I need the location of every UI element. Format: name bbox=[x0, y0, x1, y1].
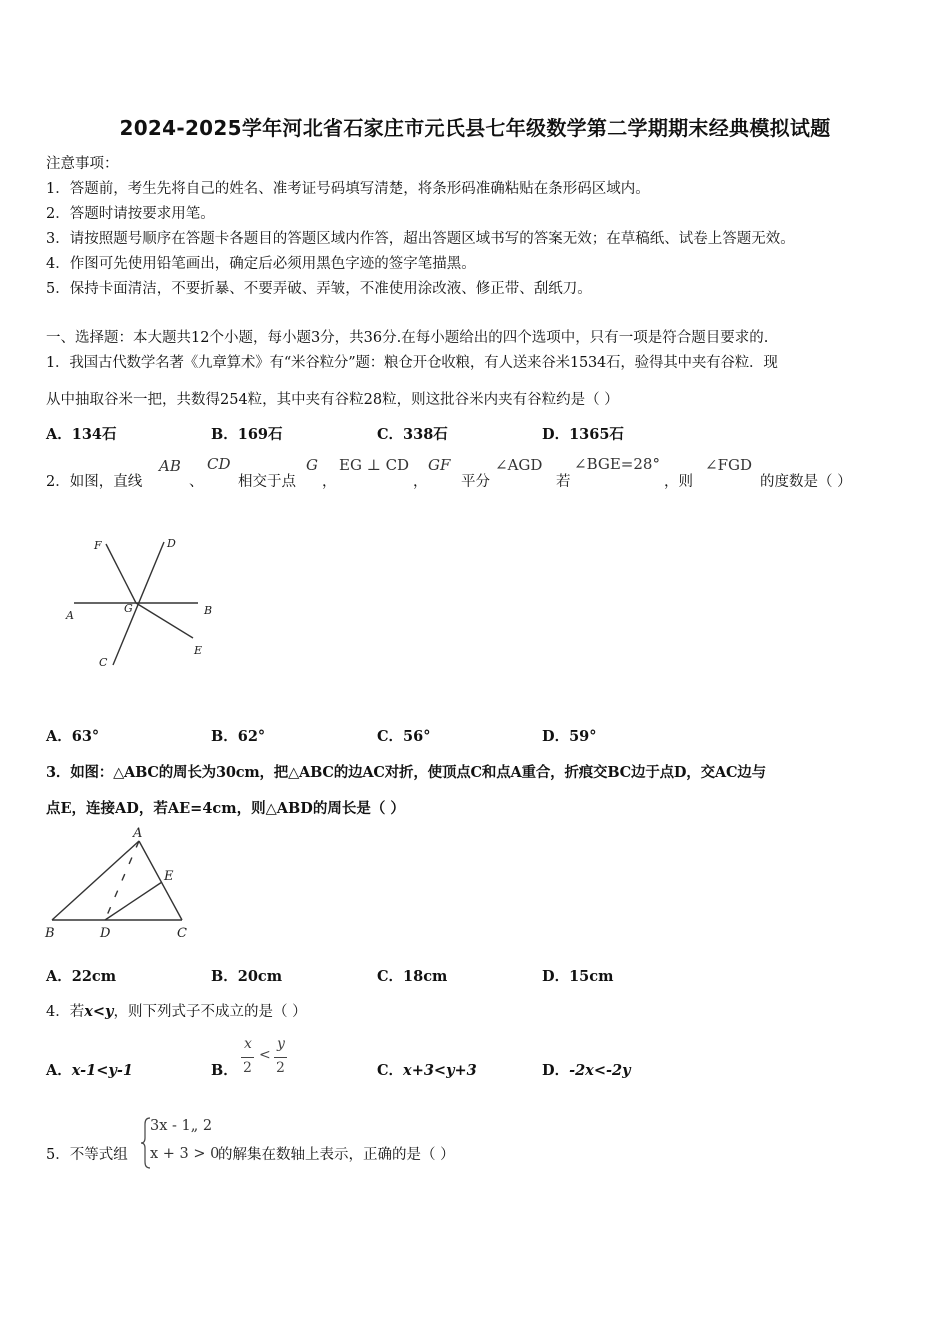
segment-de bbox=[105, 882, 162, 920]
system-row-1: 3x - 1„ 2 bbox=[150, 1118, 213, 1134]
section-heading: 一、选择题：本大题共12个小题，每小题3分，共36分.在每小题给出的四个选项中，只有一项是符合题目要求的. bbox=[46, 330, 769, 346]
q2-text: 的度数是（ ） bbox=[760, 474, 852, 490]
label-d: D bbox=[100, 926, 111, 941]
math-fgd: ∠FGD bbox=[705, 456, 752, 474]
q2-text: 相交于点 bbox=[238, 474, 296, 490]
q4-option-c-label: C． bbox=[377, 1062, 404, 1079]
label-a: A bbox=[133, 826, 143, 841]
ray-ge bbox=[136, 603, 193, 638]
q4-option-c-expr: x+3<y+3 bbox=[403, 1062, 477, 1079]
math-ab: AB bbox=[159, 457, 181, 475]
question-1-stem-cont: 从中抽取谷米一把，共数得254粒，其中夹有谷粒28粒，则这批谷米内夹有谷粒约是（ ） bbox=[46, 392, 619, 408]
math-cd: CD bbox=[207, 455, 231, 473]
label-e: E bbox=[164, 869, 174, 884]
q4-option-d[interactable] bbox=[542, 1059, 631, 1080]
label-f: F bbox=[94, 539, 102, 552]
question-5-stem: 5．不等式组 bbox=[46, 1147, 128, 1163]
q1-option-b[interactable]: B．169石 bbox=[211, 426, 283, 443]
q4-var-x: x bbox=[84, 1003, 93, 1020]
notice-item: 1．答题前，考生先将自己的姓名、准考证号码填写清楚，将条形码准确粘贴在条形码区域内。 bbox=[46, 181, 650, 197]
q4-stem-suffix: ，则下列式子不成立的是（ ） bbox=[113, 1004, 307, 1020]
label-b: B bbox=[204, 604, 213, 617]
page-title: 2024-2025学年河北省石家庄市元氏县七年级数学第二学期期末经典模拟试题 bbox=[119, 116, 831, 140]
question-3-stem: 3．如图：△ABC的周长为30cm，把△ABC的边AC对折，使顶点C和点A重合，折痕交BC边于点D，交AC边与 bbox=[46, 764, 766, 781]
q2-text: 若 bbox=[556, 474, 571, 490]
q4-option-a-expr: x-1<y-1 bbox=[71, 1062, 133, 1079]
notice-item: 5．保持卡面清洁，不要折暴、不要弄破、弄皱，不准使用涂改液、修正带、刮纸刀。 bbox=[46, 281, 592, 297]
q2-text: 平分 bbox=[461, 474, 490, 490]
label-a: A bbox=[66, 609, 74, 622]
q2-sep: 、 bbox=[189, 474, 204, 490]
question-3-stem-cont: 点E，连接AD，若AE=4cm，则△ABD的周长是（ ） bbox=[46, 800, 405, 817]
notice-heading: 注意事项： bbox=[46, 156, 119, 172]
math-agd: ∠AGD bbox=[495, 456, 543, 474]
side-ac bbox=[139, 841, 182, 920]
q2-option-b[interactable]: B．62° bbox=[211, 728, 266, 745]
q4-stem-prefix: 4．若 bbox=[46, 1004, 85, 1020]
q2-comma: ， bbox=[322, 474, 337, 490]
fraction-lt: < bbox=[259, 1047, 271, 1063]
fraction-denominator: 2 bbox=[243, 1060, 252, 1076]
notice-item: 2．答题时请按要求用笔。 bbox=[46, 206, 215, 222]
q2-text: ，则 bbox=[664, 474, 693, 490]
q3-figure bbox=[40, 822, 200, 944]
q4-option-b-label[interactable]: B． bbox=[211, 1062, 238, 1079]
label-d: D bbox=[167, 537, 176, 550]
q1-option-a[interactable]: A．134石 bbox=[46, 426, 117, 443]
q2-comma: ， bbox=[413, 474, 428, 490]
q4-option-b-fraction[interactable] bbox=[240, 1036, 292, 1082]
q2-figure bbox=[60, 530, 230, 675]
system-row-2: x + 3 > 0 bbox=[150, 1146, 220, 1162]
q2-option-d[interactable]: D．59° bbox=[542, 728, 597, 745]
question-2-stem: 2．如图，直线 bbox=[46, 474, 143, 490]
math-g: G bbox=[306, 456, 318, 474]
q4-lt: < bbox=[92, 1003, 106, 1020]
q4-option-d-label: D． bbox=[542, 1062, 570, 1079]
math-gf: GF bbox=[428, 456, 451, 474]
fraction-numerator: y bbox=[277, 1036, 285, 1052]
math-eg-perp-cd: EG ⊥ CD bbox=[339, 456, 410, 474]
q3-option-a[interactable]: A．22cm bbox=[46, 968, 117, 985]
label-g: G bbox=[124, 602, 133, 615]
q3-option-c[interactable]: C．18cm bbox=[377, 968, 448, 985]
q4-option-c[interactable] bbox=[377, 1059, 477, 1080]
fraction-numerator: x bbox=[244, 1036, 252, 1052]
fraction-denominator: 2 bbox=[276, 1060, 285, 1076]
ray-gf bbox=[106, 544, 136, 603]
q1-option-d[interactable]: D．1365石 bbox=[542, 426, 624, 443]
q3-option-b[interactable]: B．20cm bbox=[211, 968, 283, 985]
q4-option-d-expr: -2x<-2y bbox=[569, 1062, 631, 1079]
label-c: C bbox=[177, 926, 187, 941]
side-ab bbox=[52, 841, 139, 920]
q2-option-c[interactable]: C．56° bbox=[377, 728, 431, 745]
label-e: E bbox=[194, 644, 203, 657]
notice-item: 4．作图可先使用铅笔画出，确定后必须用黑色字迹的签字笔描黑。 bbox=[46, 256, 476, 272]
label-c: C bbox=[99, 656, 108, 669]
question-4-stem bbox=[46, 1000, 307, 1021]
label-b: B bbox=[45, 926, 55, 941]
fraction-bar bbox=[241, 1057, 254, 1058]
q3-option-d[interactable]: D．15cm bbox=[542, 968, 614, 985]
q4-var-y: y bbox=[105, 1003, 114, 1020]
q2-option-a[interactable]: A．63° bbox=[46, 728, 100, 745]
q4-option-a-label: A． bbox=[46, 1062, 72, 1079]
math-bge: ∠BGE=28° bbox=[574, 455, 660, 473]
q4-option-a[interactable] bbox=[46, 1059, 133, 1080]
q1-option-c[interactable]: C．338石 bbox=[377, 426, 448, 443]
fraction-bar bbox=[274, 1057, 287, 1058]
question-1-stem: 1．我国古代数学名著《九章算术》有“米谷粒分”题：粮仓开仓收粮，有人送来谷米1534石，验得其中夹有谷粒．现 bbox=[46, 355, 778, 371]
notice-item: 3．请按照题号顺序在答题卡各题目的答题区域内作答，超出答题区域书写的答案无效；在草稿纸、试卷上答题无效。 bbox=[46, 231, 795, 247]
question-5-stem-cont: 的解集在数轴上表示，正确的是（ ） bbox=[218, 1147, 455, 1163]
